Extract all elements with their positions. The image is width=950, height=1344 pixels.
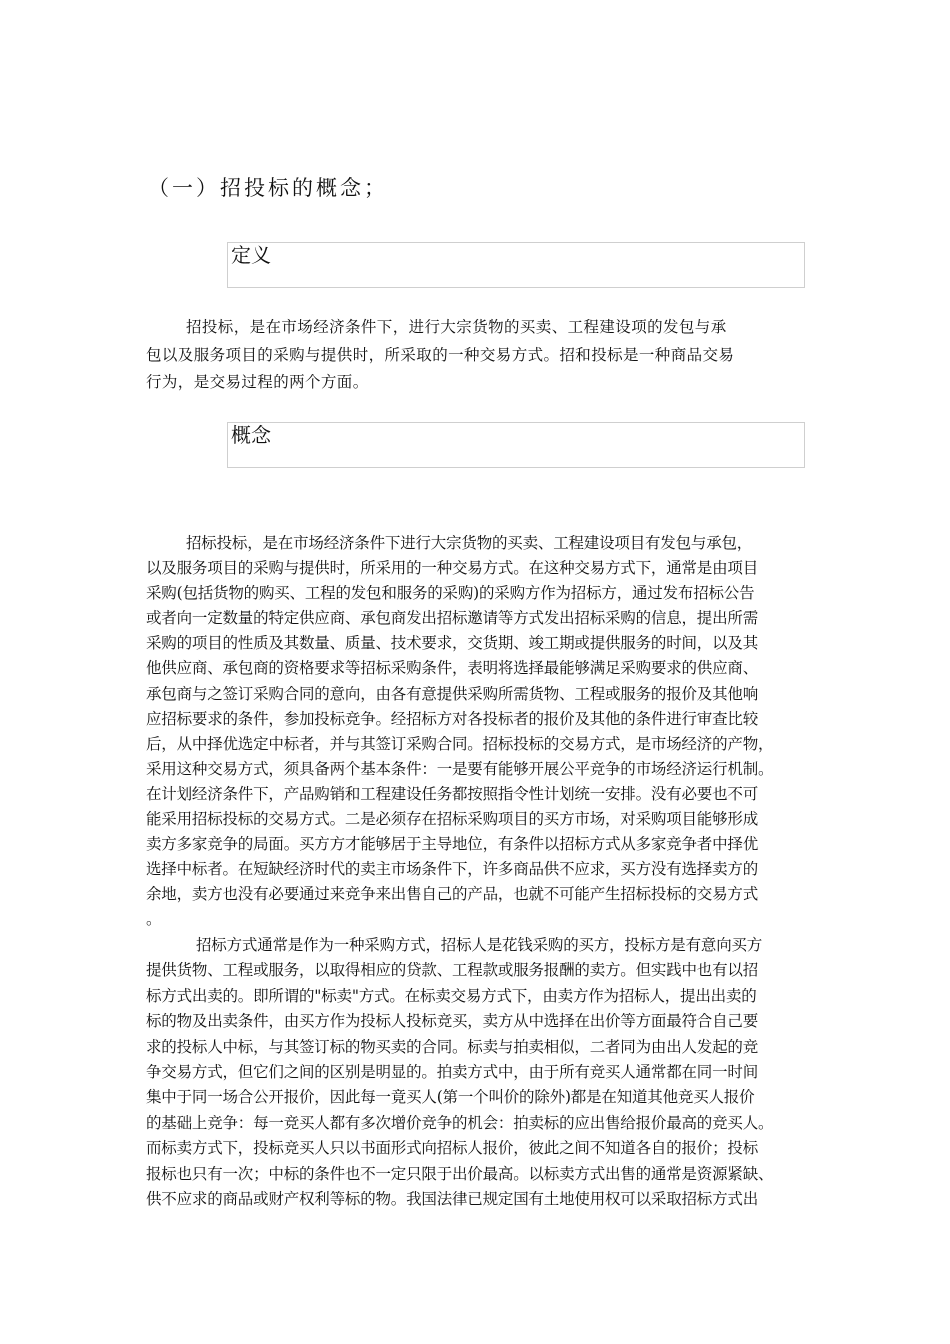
definition-paragraph (146, 314, 810, 397)
paragraph-line: 集中于同一场合公开报价，因此每一竟买人(第一个叫价的除外)都是在知道其他竞买人报价 (146, 1088, 755, 1107)
paragraph-line: 供不应求的商品或财产权利等标的物。我国法律已规定国有土地使用权可以采取招标方式出 (146, 1190, 759, 1209)
paragraph-line: 卖方多家竞争的局面。买方方才能够居于主导地位，有条件以招标方式从多家竞争者中择优 (146, 835, 759, 854)
paragraph-line: 提供货物、工程或服务，以取得相应的贷款、工程款或服务报酬的卖方。但实践中也有以招 (146, 961, 759, 980)
paragraph-line: 以及服务项目的采购与提供时，所采用的一种交易方式。在这种交易方式下，通常是由项目 (146, 559, 759, 578)
paragraph-line: 报标也只有一次；中标的条件也不一定只限于出价最高。以标卖方式出售的通常是资源紧缺、 (146, 1164, 774, 1183)
paragraph-line: 标的物及出卖条件，由买方作为投标人投标竞买，卖方从中选择在出价等方面最符合自己要 (146, 1012, 759, 1031)
paragraph-line: 选择中标者。在短缺经济时代的卖主市场条件下，许多商品供不应求，买方没有选择卖方的 (146, 860, 759, 879)
section-heading: （一）招投标的概念； (148, 176, 388, 200)
paragraph-line: 应招标要求的条件，参加投标竞争。经招标方对各投标者的报价及其他的条件进行审查比较 (146, 709, 759, 728)
paragraph-line: 招投标，是在市场经济条件下，进行大宗货物的买卖、工程建设项的发包与承 (186, 318, 727, 336)
paragraph-line: 后，从中择优选定中标者，并与其签订采购合同。招标投标的交易方式，是市场经济的产物， (146, 734, 774, 753)
concept-box (227, 422, 805, 468)
paragraph-line: 招标方式通常是作为一种采购方式，招标人是花钱采购的买方，投标方是有意向买方 (196, 936, 763, 954)
paragraph-line: 招标投标，是在市场经济条件下进行大宗货物的买卖、工程建设项目有发包与承包， (186, 534, 753, 552)
concept-label: 概念 (231, 423, 271, 447)
paragraph-line: 采用这种交易方式，须具备两个基本条件：一是要有能够开展公平竞争的市场经济运行机制。 (146, 759, 774, 778)
paragraph-line: 采购的项目的性质及其数量、质量、技术要求，交货期、竣工期或提供服务的时间，以及其 (146, 634, 759, 653)
definition-box (227, 242, 805, 288)
paragraph-line: 行为，是交易过程的两个方面。 (146, 373, 369, 391)
paragraph-line: 争交易方式，但它们之间的区别是明显的。拍卖方式中，由于所有竞买人通常都在同一时间 (146, 1063, 759, 1082)
paragraph-line: 标方式出卖的。即所谓的"标卖"方式。在标卖交易方式下，由卖方作为招标人，提出出卖的 (146, 986, 757, 1005)
paragraph-line: 或者向一定数量的特定供应商、承包商发出招标邀请等方式发出招标采购的信息，提出所需 (146, 609, 759, 628)
paragraph-line: 的基础上竞争：每一竞买人都有多次增价竞争的机会：拍卖标的应出售给报价最高的竞买人。 (146, 1113, 774, 1132)
definition-label: 定义 (231, 243, 271, 267)
paragraph-line: 在计划经济条件下，产品购销和工程建设任务都按照指令性计划统一安排。没有必要也不可 (146, 784, 759, 803)
paragraph-line: 包以及服务项目的采购与提供时，所采取的一种交易方式。招和投标是一种商品交易 (146, 345, 735, 364)
paragraph-line: 他供应商、承包商的资格要求等招标采购条件，表明将选择最能够满足采购要求的供应商、 (146, 659, 759, 678)
paragraph-line: 采购(包括货物的购买、工程的发包和服务的采购)的采购方作为招标方，通过发布招标公告 (146, 584, 755, 603)
paragraph-line: 。 (146, 910, 162, 929)
concept-paragraph (146, 531, 810, 933)
paragraph-line: 能采用招标投标的交易方式。二是必须存在招标采购项目的买方市场，对采购项目能够形成 (146, 810, 759, 829)
paragraph-line: 而标卖方式下，投标竞买人只以书面形式向招标人报价，彼此之间不知道各自的报价；投标 (146, 1139, 759, 1158)
paragraph-line: 求的投标人中标，与其签订标的物买卖的合同。标卖与拍卖相似，二者同为由出人发起的竞 (146, 1037, 759, 1056)
tender-sale-paragraph (146, 933, 810, 1212)
paragraph-line: 余地，卖方也没有必要通过来竞争来出售自己的产品，也就不可能产生招标投标的交易方式 (146, 885, 759, 904)
paragraph-line: 承包商与之签订采购合同的意向，由各有意提供采购所需货物、工程或服务的报价及其他响 (146, 684, 759, 703)
